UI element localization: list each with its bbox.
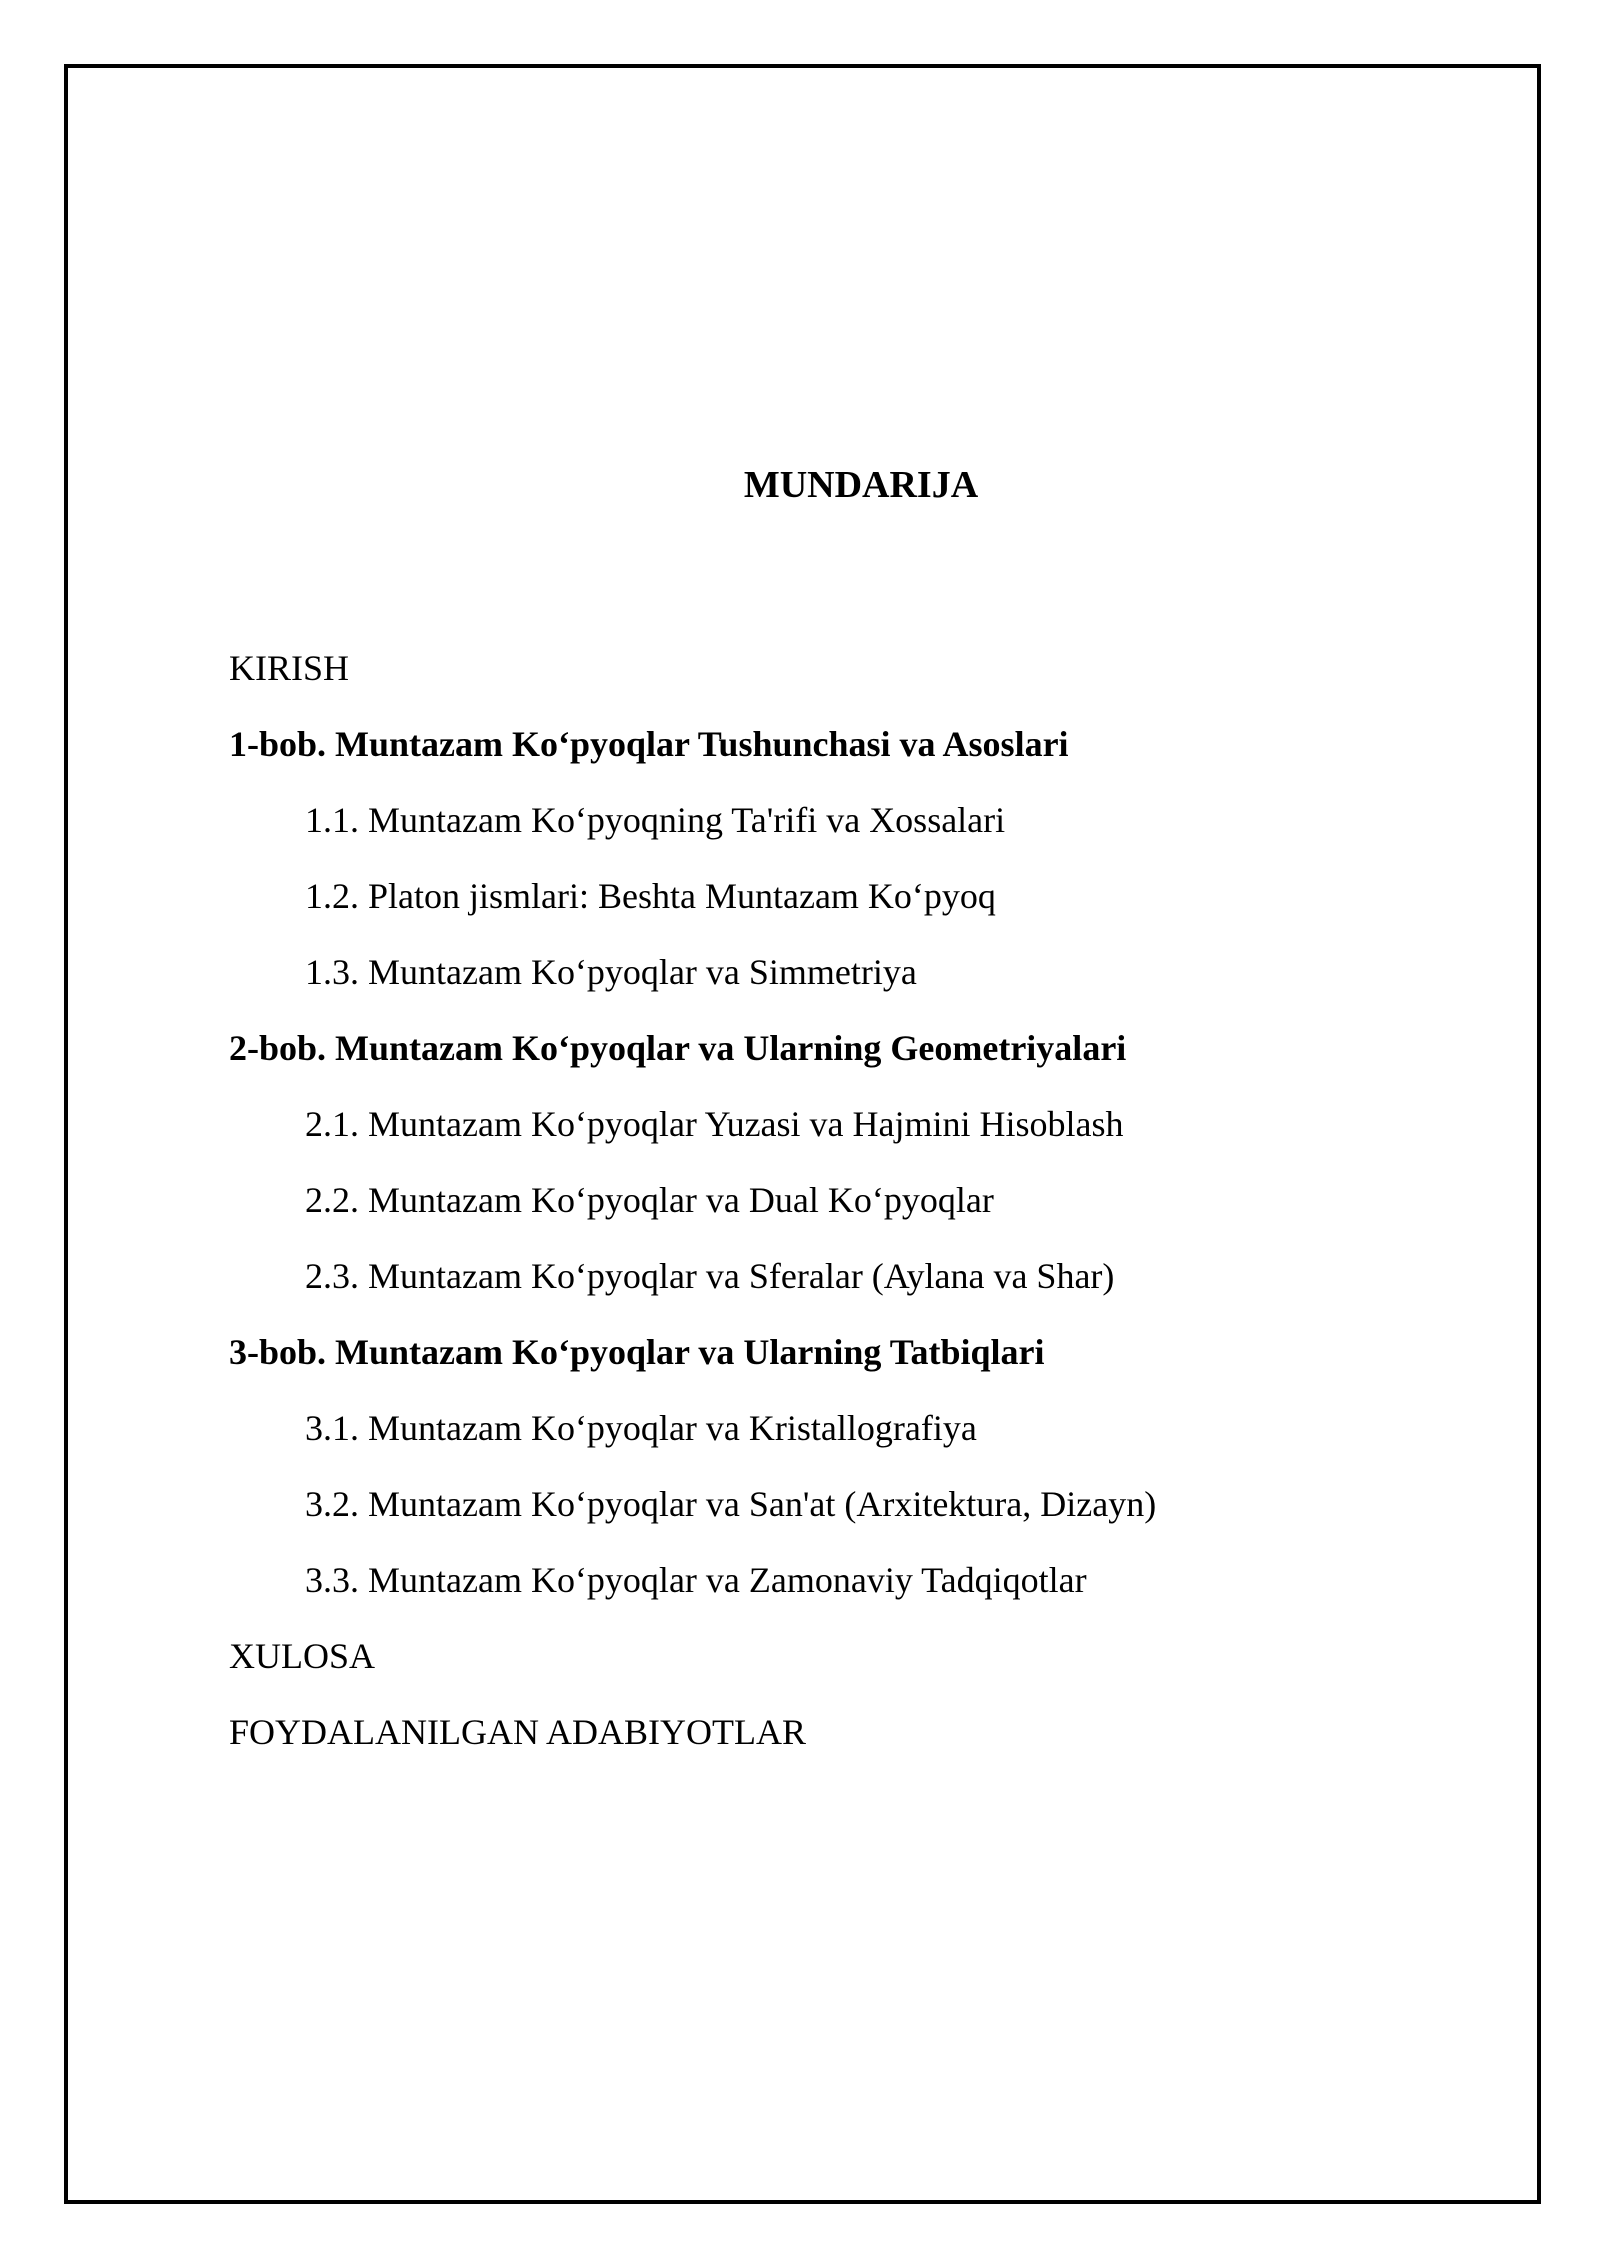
toc-section-1-2: 1.2. Platon jismlari: Beshta Muntazam Ko‘pyoq: [305, 876, 996, 916]
toc-chapter-2: 2-bob. Muntazam Ko‘pyoqlar va Ularning Geometriyalari: [229, 1028, 1127, 1068]
toc-section-3-1: 3.1. Muntazam Ko‘pyoqlar va Kristallografiya: [305, 1408, 977, 1448]
toc-section-3-2: 3.2. Muntazam Ko‘pyoqlar va San'at (Arxitektura, Dizayn): [305, 1484, 1157, 1524]
toc-entry-introduction: KIRISH: [229, 648, 350, 688]
table-of-contents: [229, 640, 1479, 1780]
toc-chapter-1: 1-bob. Muntazam Ko‘pyoqlar Tushunchasi va Asoslari: [229, 724, 1069, 764]
toc-section-1-3: 1.3. Muntazam Ko‘pyoqlar va Simmetriya: [305, 952, 917, 992]
toc-entry-conclusion: XULOSA: [229, 1636, 376, 1676]
toc-section-2-2: 2.2. Muntazam Ko‘pyoqlar va Dual Ko‘pyoqlar: [305, 1180, 994, 1220]
toc-section-3-3: 3.3. Muntazam Ko‘pyoqlar va Zamonaviy Tadqiqotlar: [305, 1560, 1087, 1600]
toc-section-2-1: 2.1. Muntazam Ko‘pyoqlar Yuzasi va Hajmini Hisoblash: [305, 1104, 1124, 1144]
toc-chapter-3: 3-bob. Muntazam Ko‘pyoqlar va Ularning Tatbiqlari: [229, 1332, 1045, 1372]
toc-section-1-1: 1.1. Muntazam Ko‘pyoqning Ta'rifi va Xossalari: [305, 800, 1006, 840]
toc-entry-references: FOYDALANILGAN ADABIYOTLAR: [229, 1712, 806, 1752]
toc-section-2-3: 2.3. Muntazam Ko‘pyoqlar va Sferalar (Aylana va Shar): [305, 1256, 1115, 1296]
page-title: MUNDARIJA: [743, 464, 979, 506]
